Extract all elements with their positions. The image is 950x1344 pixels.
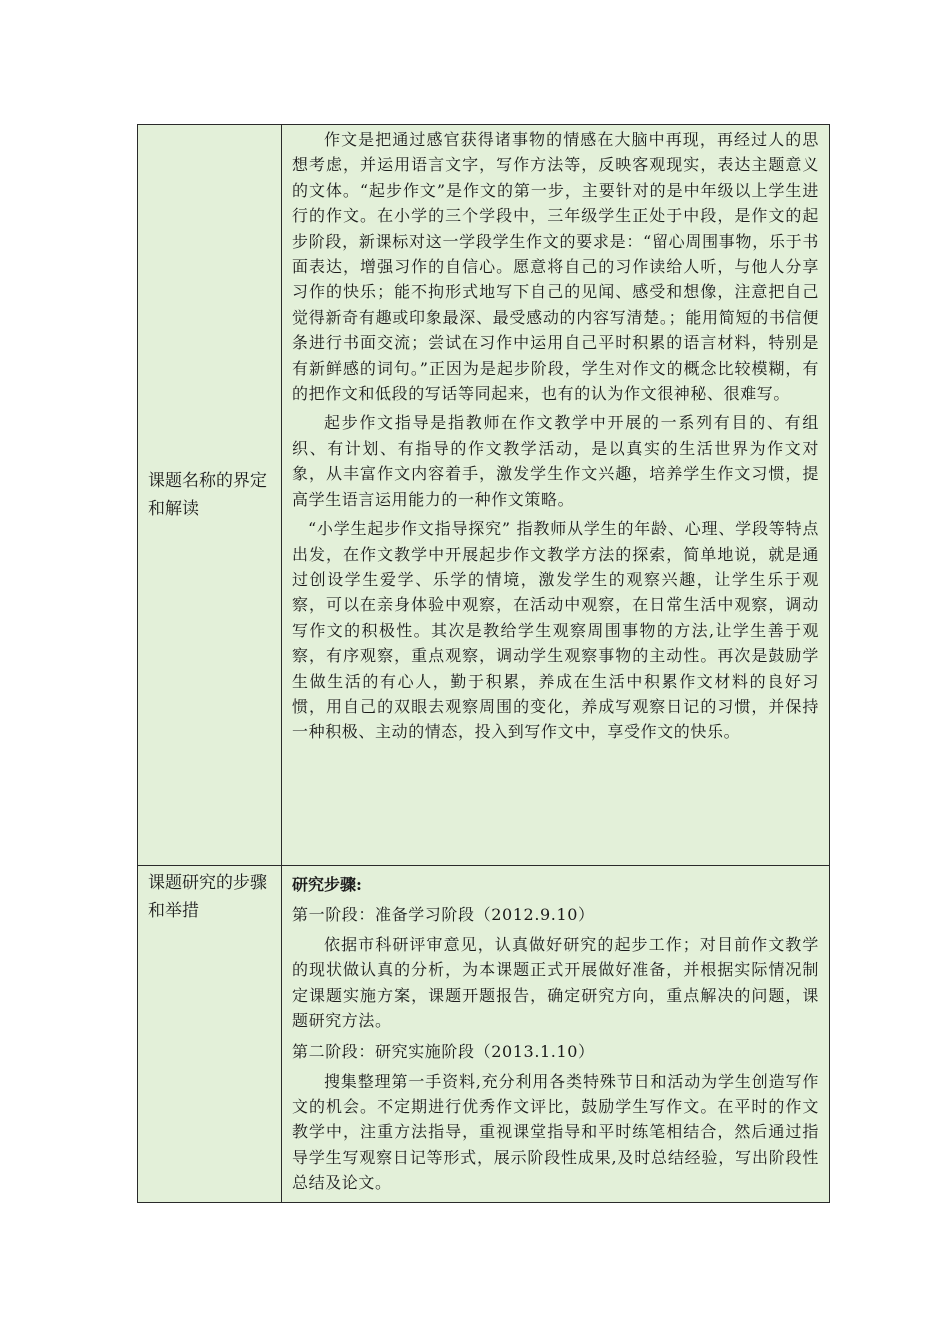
steps-content-cell (282, 866, 830, 1203)
steps-label-cell (138, 866, 282, 1203)
stage-1-title: 第一阶段：准备学习阶段（2012.9.10） (292, 905, 595, 924)
definition-paragraph-3: “小学生起步作文指导探究” 指教师从学生的年龄、心理、学段等特点出发，在作文教学中开展起步作文教学方法的探索，简单地说，就是通过创设学生爱学、乐学的情境，激发学生的观察兴趣，让学生乐于观察，可以在亲身体验中观察，在活动中观察，在日常生活中观察，调动写作文的积极性。其次是教给学生观察周围事物的方法,让学生善于观察，有序观察，重点观察，调动学生观察事物的主动性。再次是鼓励学生做生活的有心人，勤于积累，养成在生活中积累作文材料的良好习惯，用自己的双眼去观察周围的变化，养成写观察日记的习惯，并保持一种积极、主动的情态，投入到写作文中，享受作文的快乐。 (292, 519, 819, 742)
definition-label-cell (138, 125, 282, 866)
definition-label: 课题名称的界定和解读 (148, 471, 267, 519)
steps-label: 课题研究的步骤和举措 (148, 873, 267, 921)
stage-2-text: 搜集整理第一手资料,充分利用各类特殊节日和活动为学生创造写作文的机会。不定期进行优秀作文评比，鼓励学生写作文。在平时的作文教学中，注重方法指导，重视课堂指导和平时练笔相结合，然后通过指导学生写观察日记等形式，展示阶段性成果,及时总结经验，写出阶段性总结及论文。 (292, 1071, 819, 1193)
research-table (137, 124, 830, 1203)
table-row-definition (138, 125, 830, 866)
definition-content-cell (282, 125, 830, 866)
definition-paragraph-2: 起步作文指导是指教师在作文教学中开展的一系列有目的、有组织、有计划、有指导的作文教学活动，是以真实的生活世界为作文对象，从丰富作文内容着手，激发学生作文兴趣，培养学生作文习惯，提高学生语言运用能力的一种作文策略。 (292, 413, 819, 509)
definition-paragraph-1: 作文是把通过感官获得诸事物的情感在大脑中再现，再经过人的思想考虑，并运用语言文字，写作方法等，反映客观现实，表达主题意义的文体。“起步作文”是作文的第一步，主要针对的是中年级以上学生进行的作文。在小学的三个学段中，三年级学生正处于中段，是作文的起步阶段，新课标对这一学段学生作文的要求是：“留心周围事物，乐于书面表达，增强习作的自信心。愿意将自己的习作读给人听，与他人分享习作的快乐；能不拘形式地写下自己的见闻、感受和想像，注意把自己觉得新奇有趣或印象最深、最受感动的内容写清楚。；能用简短的书信便条进行书面交流；尝试在习作中运用自己平时积累的语言材料，特别是有新鲜感的词句。”正因为是起步阶段，学生对作文的概念比较模糊，有的把作文和低段的写话等同起来，也有的认为作文很神秘、很难写。 (292, 130, 819, 404)
stage-2-title: 第二阶段：研究实施阶段（2013.1.10） (292, 1041, 595, 1061)
steps-heading: 研究步骤: (292, 875, 362, 894)
table-row-steps (138, 866, 830, 1203)
stage-1-text: 依据市科研评审意见，认真做好研究的起步工作；对目前作文教学的现状做认真的分析，为本课题正式开展做好准备，并根据实际情况制定课题实施方案，课题开题报告，确定研究方向，重点解决的问题，课题研究方法。 (292, 935, 819, 1031)
